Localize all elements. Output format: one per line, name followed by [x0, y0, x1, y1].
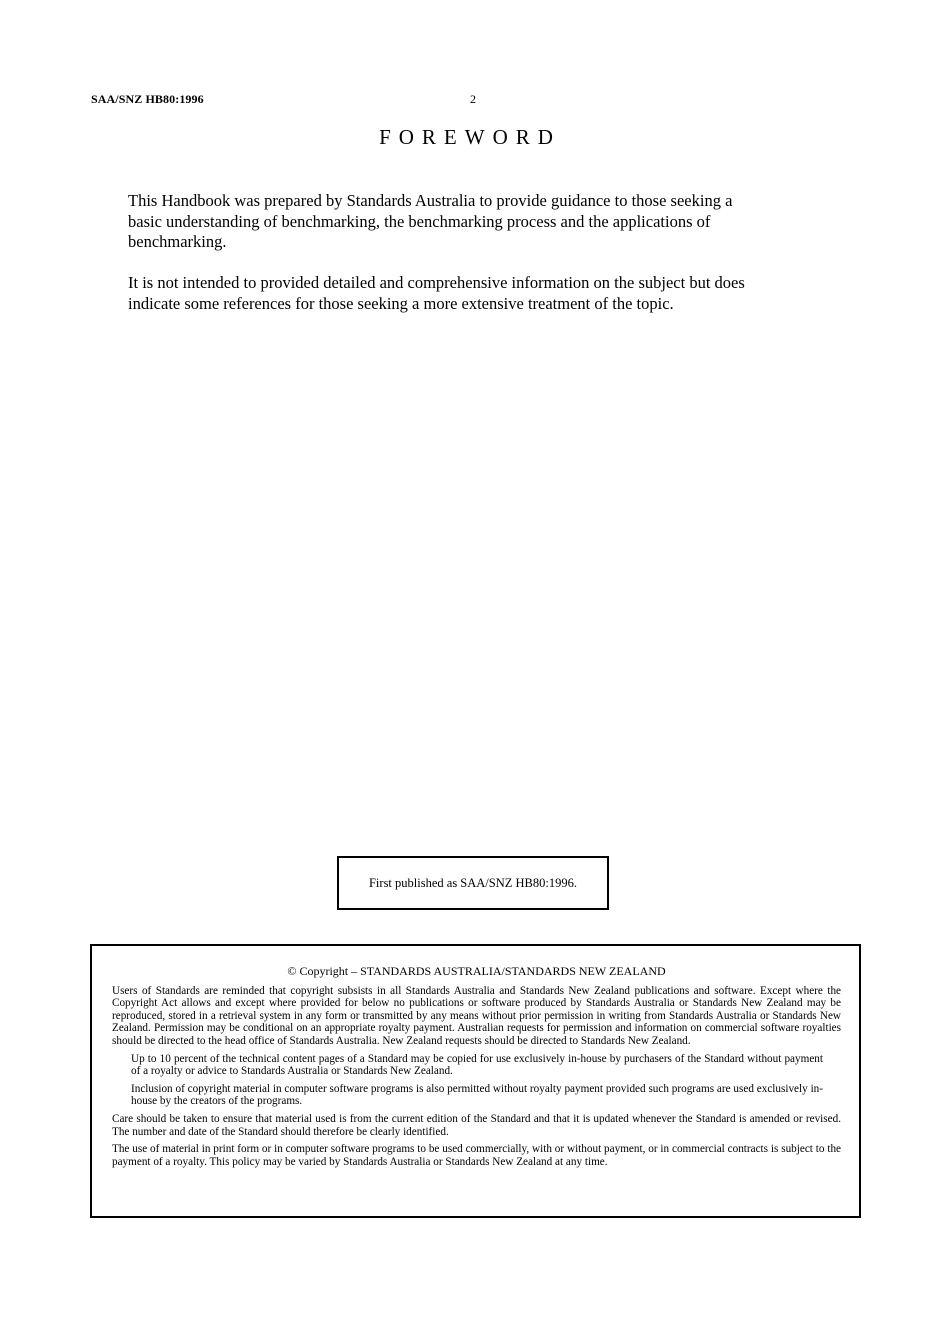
document-code: SAA/SNZ HB80:1996	[91, 92, 204, 106]
copyright-paragraph: Users of Standards are reminded that copyright subsists in all Standards Australia and Standards New Zealand publications and software. Except where the Copyright Act allows and except where provided for below no publications or software produced by Standards Australia or Standards New Zealand may be reproduced, stored in a retrieval system in any form or transmitted by any means without prior permission in writing from Standards Australia or Standards New Zealand. Permission may be conditional on an appropriate royalty payment. Australian requests for permission and information on commercial software royalties should be directed to the head office of Standards Australia. New Zealand requests should be directed to Standards New Zealand.	[112, 984, 841, 1047]
copyright-paragraph: Inclusion of copyright material in computer software programs is also permitted without royalty payment provided such programs are used exclusively in-house by the creators of the programs.	[131, 1082, 823, 1108]
page-title: FOREWORD	[379, 125, 561, 149]
copyright-paragraph: Up to 10 percent of the technical content pages of a Standard may be copied for use exclusively in-house by purchasers of the Standard without payment of a royalty or advice to Standards Australia or Standards New Zealand.	[131, 1052, 823, 1078]
copyright-notice-box	[90, 944, 861, 1218]
foreword-paragraph: This Handbook was prepared by Standards Australia to provide guidance to those seeking a basic understanding of benchmarking, the benchmarking process and the applications of benchmarking.	[128, 191, 733, 251]
foreword-body	[128, 191, 768, 335]
copyright-paragraph: Care should be taken to ensure that material used is from the current edition of the Standard and that it is updated whenever the Standard is amended or revised. The number and date of the Standard should therefore be clearly identified.	[112, 1112, 841, 1138]
copyright-paragraph: The use of material in print form or in computer software programs to be used commercially, with or without payment, or in commercial contracts is subject to the payment of a royalty. This policy may be varied by Standards Australia or Standards New Zealand at any time.	[112, 1143, 841, 1168]
copyright-heading: © Copyright – STANDARDS AUSTRALIA/STANDARDS NEW ZEALAND	[287, 964, 666, 978]
page-number: 2	[470, 92, 476, 106]
publication-note: First published as SAA/SNZ HB80:1996.	[368, 875, 577, 890]
foreword-paragraph: It is not intended to provided detailed and comprehensive information on the subject but does indicate some references for those seeking a more extensive treatment of the topic.	[128, 273, 745, 313]
publication-note-box	[337, 856, 609, 910]
